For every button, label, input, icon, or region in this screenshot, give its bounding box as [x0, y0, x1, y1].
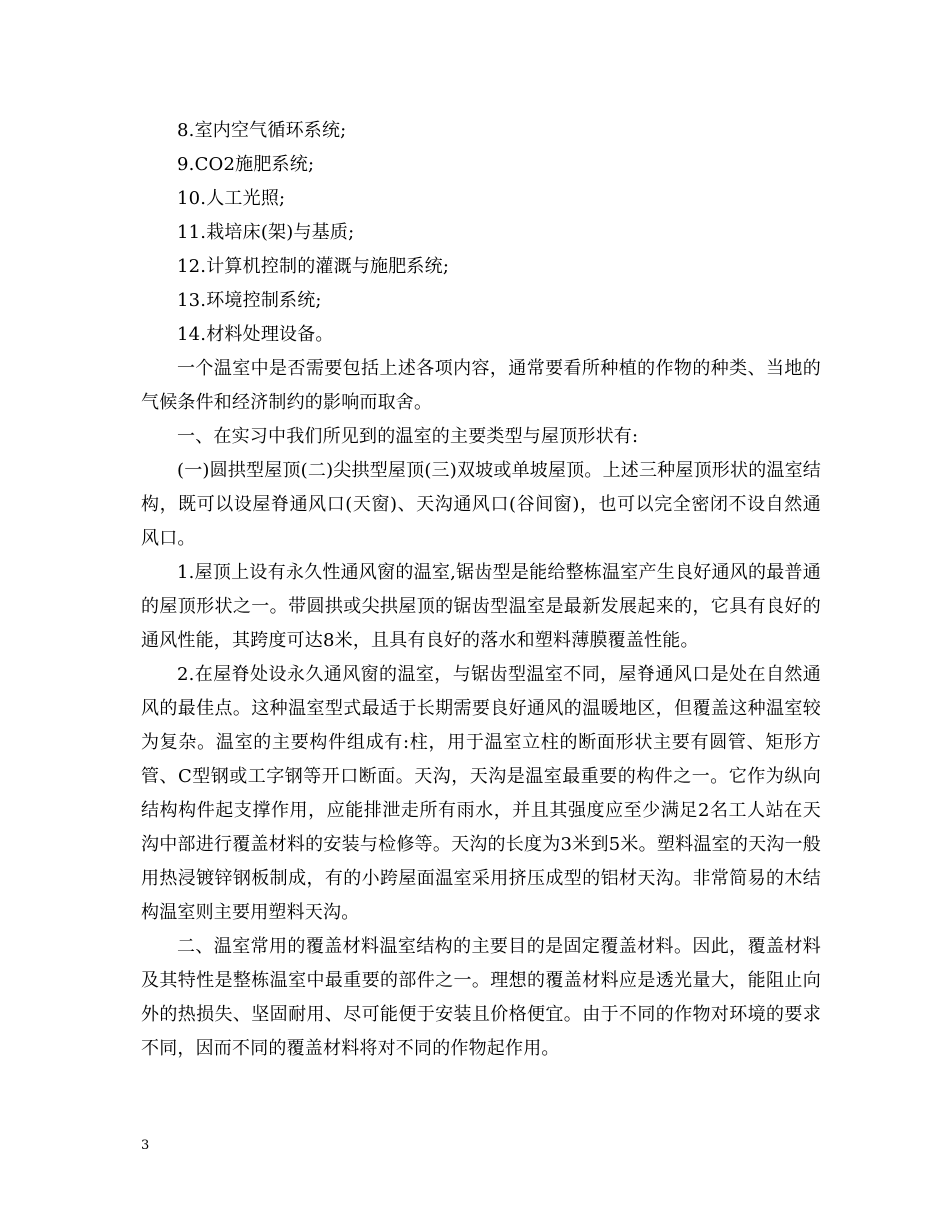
paragraph-item-10: 10.人工光照;	[177, 188, 286, 209]
paragraph-item-8: 8.室内空气循环系统;	[177, 120, 347, 141]
paragraph-roof-shapes: (一)圆拱型屋顶(二)尖拱型屋顶(三)双坡或单坡屋顶。上述三种屋顶形状的温室结构，既可以设屋脊通风口(天窗)、天沟通风口(谷间窗)，也可以完全密闭不设自然通风口。	[141, 460, 821, 549]
section-heading-greenhouse-types: 一、在实习中我们所见到的温室的主要类型与屋顶形状有:	[177, 426, 639, 447]
paragraph-summary: 一个温室中是否需要包括上述各项内容，通常要看所种植的作物的种类、当地的气候条件和经济制约的影响而取舍。	[141, 358, 821, 413]
paragraph-item-11: 11.栽培床(架)与基质;	[177, 222, 355, 243]
paragraph-item-12: 12.计算机控制的灌溉与施肥系统;	[177, 256, 450, 277]
paragraph-item-9: 9.CO2施肥系统;	[177, 154, 315, 175]
page-number: 3	[141, 1138, 150, 1153]
paragraph-ridge-vent-greenhouse: 2.在屋脊处设永久通风窗的温室，与锯齿型温室不同，屋脊通风口是处在自然通风的最佳点。这种温室型式最适于长期需要良好通风的温暖地区，但覆盖这种温室较为复杂。温室的主要构件组成有:柱，用于温室立柱的断面形状主要有圆管、矩形方管、C型钢或工字钢等开口断面。天沟，天沟是温室最重要的构件之一。它作为纵向结构构件起支撑作用，应能排泄走所有雨水，并且其强度应至少满足2名工人站在天沟中部进行覆盖材料的安装与检修等。天沟的长度为3米到5米。塑料温室的天沟一般用热浸镀锌钢板制成，有的小跨屋面温室采用挤压成型的铝材天沟。非常简易的木结构温室则主要用塑料天沟。	[141, 664, 821, 923]
paragraph-covering-materials: 二、温室常用的覆盖材料温室结构的主要目的是固定覆盖材料。因此，覆盖材料及其特性是整栋温室中最重要的部件之一。理想的覆盖材料应是透光量大，能阻止向外的热损失、坚固耐用、尽可能便于安装且价格便宜。由于不同的作物对环境的要求不同，因而不同的覆盖材料将对不同的作物起作用。	[141, 936, 821, 1059]
paragraph-item-13: 13.环境控制系统;	[177, 290, 322, 311]
paragraph-sawtooth-greenhouse: 1.屋顶上设有永久性通风窗的温室,锯齿型是能给整栋温室产生良好通风的最普通的屋顶形状之一。带圆拱或尖拱屋顶的锯齿型温室是最新发展起来的，它具有良好的通风性能，其跨度可达8米，且具有良好的落水和塑料薄膜覆盖性能。	[141, 562, 821, 651]
paragraph-item-14: 14.材料处理设备。	[177, 324, 334, 345]
document-body	[141, 114, 821, 1066]
